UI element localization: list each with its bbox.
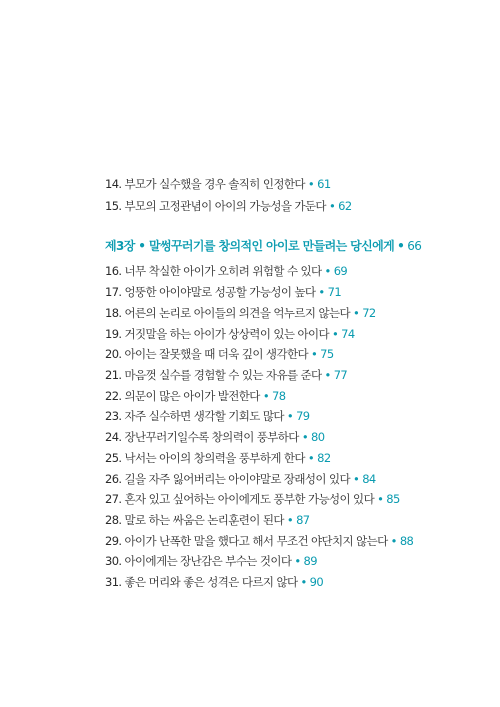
- toc-entry-29: [105, 533, 413, 549]
- toc-entry-title: 24. 장난꾸러기일수록 창의력이 풍부하다: [105, 430, 299, 444]
- separator-dot: •: [286, 409, 294, 423]
- toc-entry-24: [105, 429, 324, 445]
- separator-dot: •: [397, 239, 405, 253]
- separator-dot: •: [301, 430, 308, 444]
- toc-page-number: 82: [317, 451, 331, 465]
- toc-page-number: 79: [296, 409, 310, 423]
- toc-entry-title: 22. 의문이 많은 아이가 발전한다: [105, 389, 260, 403]
- toc-entry-title: 21. 마음껏 실수를 경험할 수 있는 자유를 준다: [105, 368, 322, 382]
- separator-dot: •: [262, 389, 270, 403]
- toc-entry-title: 16. 너무 착실한 아이가 오히려 위험할 수 있다: [105, 264, 322, 278]
- toc-entry-title: 26. 길을 자주 잃어버리는 아이야말로 장래성이 있다: [105, 472, 350, 486]
- toc-entry-30: [105, 553, 317, 569]
- toc-entry-15: [105, 198, 352, 214]
- toc-page-number: 78: [272, 389, 286, 403]
- toc-entry-23: [105, 408, 310, 424]
- toc-page-number: 90: [309, 575, 324, 589]
- toc-entry-31: [105, 574, 323, 590]
- toc-entry-title: 27. 혼자 있고 싶어하는 아이에게도 풍부한 가능성이 있다: [105, 492, 375, 506]
- toc-entry-title: 25. 낙서는 아이의 창의력을 풍부하게 한다: [105, 451, 305, 465]
- toc-page-number: 75: [320, 347, 334, 361]
- toc-entry-title: 29. 아이가 난폭한 말을 했다고 해서 무조건 야단치지 않는다: [105, 534, 388, 548]
- toc-page-number: 87: [296, 513, 310, 527]
- chapter-title: 제3장 • 말썽꾸러기를 창의적인 아이로 만들려는 당신에게: [105, 239, 395, 253]
- toc-entry-title: 18. 어른의 논리로 아이들의 의견을 억누르지 않는다: [105, 306, 350, 320]
- toc-entry-18: [105, 305, 376, 321]
- toc-entry-14: [105, 176, 331, 192]
- toc-entry-title: 31. 좋은 머리와 좋은 성격은 다르지 않다: [105, 575, 298, 589]
- separator-dot: •: [353, 306, 360, 320]
- separator-dot: •: [286, 513, 294, 527]
- toc-entry-26: [105, 471, 376, 487]
- toc-entry-28: [105, 512, 310, 528]
- separator-dot: •: [307, 177, 315, 191]
- toc-entry-27: [105, 491, 400, 507]
- toc-page-number: 69: [333, 264, 348, 278]
- separator-dot: •: [310, 347, 318, 361]
- separator-dot: •: [390, 534, 397, 548]
- separator-dot: •: [324, 368, 331, 382]
- toc-page-number: 80: [311, 430, 325, 444]
- toc-page-number: 88: [399, 534, 414, 548]
- toc-entry-19: [105, 326, 355, 342]
- toc-entry-title: 23. 자주 실수하면 생각할 기회도 많다: [105, 409, 284, 423]
- toc-entry-title: 15. 부모의 고정관념이 아이의 가능성을 가둔다: [105, 199, 326, 213]
- separator-dot: •: [294, 554, 301, 568]
- toc-entry-title: 19. 거짓말을 하는 아이가 상상력이 있는 아이다: [105, 327, 329, 341]
- toc-page-number: 77: [333, 368, 348, 382]
- separator-dot: •: [300, 575, 307, 589]
- separator-dot: •: [307, 451, 315, 465]
- separator-dot: •: [377, 492, 384, 506]
- separator-dot: •: [353, 472, 360, 486]
- toc-page-number: 89: [303, 554, 317, 568]
- separator-dot: •: [331, 327, 339, 341]
- toc-entry-17: [105, 284, 341, 300]
- toc-page-number: 84: [362, 472, 376, 486]
- toc-entry-title: 17. 엉뚱한 아이야말로 성공할 가능성이 높다: [105, 285, 316, 299]
- toc-page-number: 85: [386, 492, 400, 506]
- toc-page-number: 72: [362, 306, 376, 320]
- toc-entry-25: [105, 450, 331, 466]
- toc-entry-title: 20. 아이는 잘못했을 때 더욱 깊이 생각한다: [105, 347, 308, 361]
- chapter-page-number: 66: [407, 239, 422, 253]
- toc-entry-20: [105, 346, 334, 362]
- toc-entry-22: [105, 388, 285, 404]
- toc-page-number: 62: [338, 199, 352, 213]
- toc-entry-title: 28. 말로 하는 싸움은 논리훈련이 된다: [105, 513, 284, 527]
- toc-page-number: 74: [341, 327, 355, 341]
- toc-entry-title: 30. 아이에게는 장난감은 부수는 것이다: [105, 554, 292, 568]
- separator-dot: •: [324, 264, 331, 278]
- separator-dot: •: [328, 199, 336, 213]
- chapter-heading: [105, 238, 421, 254]
- toc-page-number: 61: [317, 177, 331, 191]
- toc-page-number: 71: [327, 285, 342, 299]
- toc-entry-21: [105, 367, 347, 383]
- toc-entry-title: 14. 부모가 실수했을 경우 솔직히 인정한다: [105, 177, 305, 191]
- toc-entry-16: [105, 263, 347, 279]
- separator-dot: •: [318, 285, 325, 299]
